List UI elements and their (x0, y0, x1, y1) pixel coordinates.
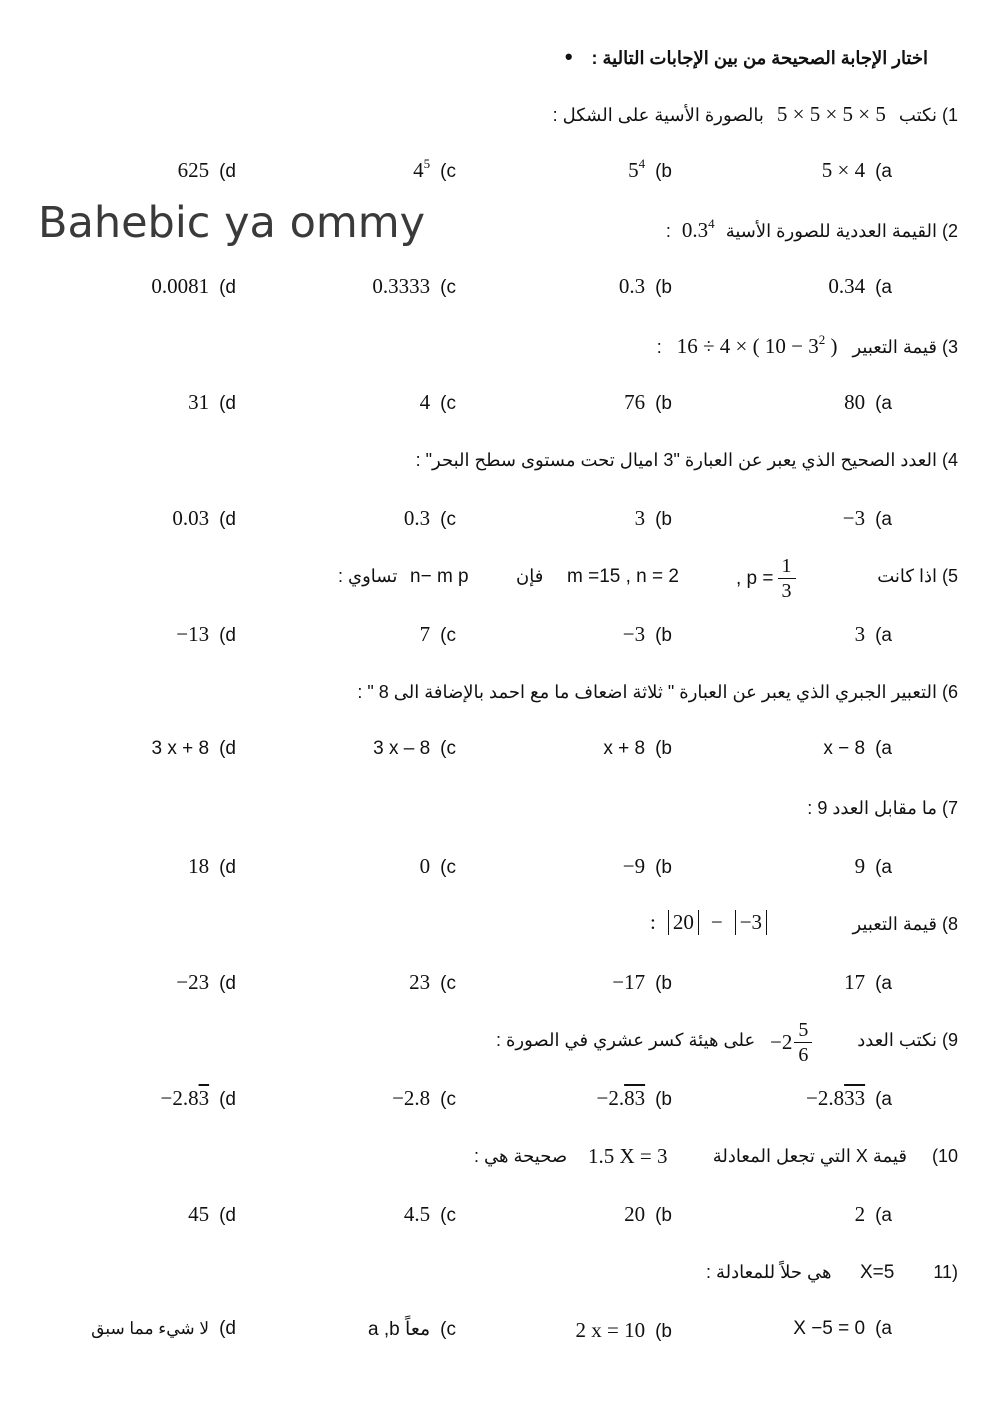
text-span: (b (655, 1089, 672, 1110)
text-span: 9 (854, 854, 866, 878)
text-span: 0.3 (618, 274, 646, 298)
text-span: (b (655, 1205, 672, 1226)
text-span: (c (440, 509, 456, 530)
question-text: بالصورة الأسية على الشكل : (552, 105, 764, 125)
option-2b[interactable] (619, 274, 672, 299)
option-1a[interactable] (822, 158, 892, 183)
text-span: (a (875, 161, 892, 182)
question-5-then: فإن (516, 566, 544, 586)
text-span: −2.8 (392, 1086, 431, 1110)
text-span: −2.8 (806, 1086, 845, 1110)
text-span: 10) (931, 1146, 958, 1166)
text-span: − (710, 910, 723, 934)
text-span: قيمة X التي تجعل المعادلة (712, 1146, 907, 1166)
text-span: 5) (941, 566, 958, 586)
option-3b[interactable] (624, 390, 672, 415)
option-4c[interactable] (404, 506, 456, 531)
text-span: (b (655, 738, 672, 759)
option-10d[interactable] (188, 1202, 236, 1227)
question-5-expr: n− m p (410, 566, 469, 587)
text-span: 80 (844, 390, 866, 414)
text-span: 5 × 4 (821, 158, 866, 182)
text-span: 3 x – 8 (373, 738, 431, 759)
text-span: 3 (634, 506, 646, 530)
option-5c[interactable] (420, 622, 456, 647)
option-9b[interactable] (597, 1086, 673, 1111)
text-span: (a (875, 1089, 892, 1110)
option-3a[interactable] (844, 390, 892, 415)
text-span: (c (440, 161, 456, 182)
option-3d[interactable] (188, 390, 236, 415)
text-span: 4) (941, 450, 958, 470)
text-span: لا شيء مما سبق (91, 1319, 210, 1338)
text-span: 2 x = 10 (575, 1318, 646, 1342)
option-5b[interactable] (623, 622, 672, 647)
text-span: (c (440, 1319, 456, 1340)
text-span: (c (440, 277, 456, 298)
text-span: (d (219, 857, 236, 878)
question-5-equals: تساوي : (338, 566, 398, 586)
text-span: (b (655, 161, 672, 182)
text-span: (b (655, 277, 672, 298)
text-span: : (650, 910, 656, 934)
text-span: 9) (941, 1030, 958, 1050)
instruction-text: اختار الإجابة الصحيحة من بين الإجابات التالية : (591, 48, 928, 68)
text-span: 76 (624, 390, 646, 414)
text-span: (d (219, 973, 236, 994)
option-6b[interactable] (603, 738, 672, 760)
option-2d[interactable] (151, 274, 236, 299)
question-5-values: m =15 , n = 2 (567, 566, 679, 587)
text-span: (b (655, 857, 672, 878)
watermark: Bahebic ya ommy (38, 198, 426, 248)
text-span: (d (219, 738, 236, 759)
option-10a[interactable] (855, 1202, 892, 1227)
text-span: (d (219, 625, 236, 646)
exponent: 4 (708, 216, 715, 231)
exponent: 2 (818, 332, 826, 347)
question-2 (666, 218, 958, 243)
option-11c[interactable] (368, 1318, 456, 1341)
text-span: −2 (770, 1030, 793, 1054)
text-span: نكتب العدد (857, 1030, 937, 1050)
text-span: (d (219, 1318, 236, 1339)
text-span: (a (875, 1205, 892, 1226)
text-span: 625 (177, 158, 210, 182)
text-span: 7 (419, 622, 431, 646)
exponent: 4 (638, 156, 646, 171)
text-span: 0 (419, 854, 431, 878)
option-11b[interactable] (576, 1318, 673, 1343)
option-9c[interactable] (392, 1086, 456, 1111)
text-span: (c (440, 857, 456, 878)
text-span: 4 (419, 390, 431, 414)
option-7b[interactable] (623, 854, 672, 879)
option-9a[interactable] (806, 1086, 892, 1111)
text-span: (b (655, 973, 672, 994)
text-span: 8) (941, 914, 958, 934)
text-span: 5 (628, 158, 639, 182)
option-8d[interactable] (176, 970, 236, 995)
text-span: −3 (622, 622, 646, 646)
text-span: 83 (624, 1086, 646, 1110)
option-7c[interactable] (420, 854, 456, 879)
text-span: 3 (781, 580, 792, 602)
text-span: 4 (413, 158, 424, 182)
text-span: ) (825, 334, 838, 358)
text-span: 0.0081 (151, 274, 210, 298)
question-11-number: 11) (933, 1262, 958, 1282)
text-span: 20 (624, 1202, 646, 1226)
text-span: −3 (735, 910, 767, 935)
text-span: −2.8 (160, 1086, 199, 1110)
question-text: نكتب (898, 105, 937, 125)
text-span: 0.3333 (372, 274, 431, 298)
text-span: (b (655, 1321, 672, 1342)
option-1d[interactable] (178, 158, 236, 183)
text-span: القيمة العددية للصورة الأسية (725, 221, 937, 241)
question-10-lead (713, 1146, 958, 1167)
option-4a[interactable] (843, 506, 892, 531)
option-10c[interactable] (404, 1202, 456, 1227)
text-span: (b (655, 509, 672, 530)
option-6d[interactable] (152, 738, 236, 760)
question-expression: 5 × 5 × 5 × 5 (776, 102, 886, 126)
text-span: 20 (668, 910, 699, 935)
text-span: 7) (941, 798, 958, 818)
option-8c[interactable] (409, 970, 456, 995)
text-span: (c (440, 1089, 456, 1110)
question-5-p (736, 556, 796, 601)
option-11a[interactable] (793, 1318, 892, 1340)
option-9d[interactable] (161, 1086, 237, 1111)
option-2a[interactable] (828, 274, 892, 299)
text-span: (c (440, 393, 456, 414)
text-span: (a (875, 393, 892, 414)
option-4b[interactable] (635, 506, 672, 531)
text-span: 0.3 (681, 218, 709, 242)
question-8-expr (650, 910, 767, 935)
text-span: (a (875, 738, 892, 759)
text-span: 0.34 (828, 274, 866, 298)
text-span: x + 8 (603, 738, 646, 759)
text-span: اذا كانت (877, 566, 937, 586)
text-span: قيمة التعبير (852, 914, 937, 934)
option-11d[interactable] (91, 1318, 236, 1340)
text-span: (c (440, 1205, 456, 1226)
text-span: (a (875, 625, 892, 646)
text-span: 2) (941, 221, 958, 241)
option-5d[interactable] (176, 622, 236, 647)
question-1 (553, 102, 958, 127)
question-10-equation: 1.5 X = 3 (588, 1144, 668, 1168)
bullet: • (564, 44, 573, 69)
option-6a[interactable] (823, 738, 892, 760)
text-span: −9 (622, 854, 646, 878)
question-4 (416, 450, 958, 471)
text-span: 3 x + 8 (151, 738, 210, 759)
question-11-text: هي حلاً للمعادلة : (706, 1262, 832, 1282)
text-span: (a (875, 1318, 892, 1339)
text-span: التعبير الجبري الذي يعبر عن العبارة " ثلاثة اضعاف ما مع احمد بالإضافة الى 8 " : (357, 682, 937, 702)
text-span: (b (655, 393, 672, 414)
question-7 (807, 798, 958, 819)
text-span: 5 (794, 1020, 812, 1043)
text-span: , p = (736, 567, 774, 589)
text-span: 16 ÷ 4 × ( 10 − 3 (676, 334, 819, 358)
question-number: 1) (941, 105, 958, 125)
option-5a[interactable] (855, 622, 892, 647)
option-8b[interactable] (612, 970, 672, 995)
text-span: (a (875, 857, 892, 878)
option-1b[interactable] (628, 158, 672, 183)
text-span: (a (875, 509, 892, 530)
option-4d[interactable] (172, 506, 236, 531)
text-span: (c (440, 738, 456, 759)
text-span: العدد الصحيح الذي يعبر عن العبارة "3 اميال تحت مستوى سطح البحر" : (415, 450, 937, 470)
text-span: 18 (188, 854, 210, 878)
question-8-lead (852, 914, 958, 935)
option-2c[interactable] (372, 274, 456, 299)
text-span: 6) (941, 682, 958, 702)
text-span: X −5 = 0 (793, 1318, 866, 1339)
text-span: (d (219, 161, 236, 182)
text-span: −13 (176, 622, 210, 646)
text-span: : (665, 221, 671, 241)
option-6c[interactable] (373, 738, 456, 760)
text-span: (d (219, 393, 236, 414)
option-1c[interactable] (413, 158, 456, 183)
option-3c[interactable] (420, 390, 456, 415)
text-span: 45 (188, 1202, 210, 1226)
text-span: (d (219, 509, 236, 530)
text-span: −17 (612, 970, 646, 994)
text-span: (c (440, 625, 456, 646)
question-6 (357, 682, 958, 703)
question-9-lead (857, 1030, 958, 1051)
text-span: 1 (778, 556, 796, 579)
text-span: 31 (188, 390, 210, 414)
question-5-lead (877, 566, 958, 587)
text-span: −2. (596, 1086, 625, 1110)
text-span: 4.5 (403, 1202, 431, 1226)
text-span: (d (219, 1205, 236, 1226)
option-10b[interactable] (624, 1202, 672, 1227)
text-span: 17 (844, 970, 866, 994)
text-span: 6 (798, 1044, 809, 1066)
text-span: 3) (941, 337, 958, 357)
text-span: 0.03 (172, 506, 210, 530)
text-span: −3 (842, 506, 866, 530)
question-9-number (770, 1020, 812, 1065)
text-span: 23 (409, 970, 431, 994)
text-span: 3 (198, 1086, 210, 1110)
text-span: a ,b معاً (368, 1319, 431, 1340)
text-span: : (656, 337, 662, 357)
question-10-text: صحيحة هي : (474, 1146, 568, 1166)
question-9-text: على هيئة كسر عشري في الصورة : (496, 1030, 756, 1050)
text-span: 33 (844, 1086, 866, 1110)
text-span: (a (875, 973, 892, 994)
text-span: ما مقابل العدد 9 : (807, 798, 937, 818)
text-span: (d (219, 1089, 236, 1110)
text-span: 2 (854, 1202, 866, 1226)
exponent: 5 (423, 156, 431, 171)
text-span: (c (440, 973, 456, 994)
instruction (565, 44, 928, 70)
text-span: 3 (854, 622, 866, 646)
option-7a[interactable] (855, 854, 892, 879)
question-3 (657, 334, 958, 359)
option-8a[interactable] (844, 970, 892, 995)
question-11-expr: X=5 (860, 1262, 895, 1283)
text-span: (d (219, 277, 236, 298)
text-span: x − 8 (823, 738, 866, 759)
option-7d[interactable] (188, 854, 236, 879)
text-span: 0.3 (403, 506, 431, 530)
text-span: −23 (176, 970, 210, 994)
text-span: (b (655, 625, 672, 646)
text-span: (a (875, 277, 892, 298)
text-span: قيمة التعبير (852, 337, 937, 357)
